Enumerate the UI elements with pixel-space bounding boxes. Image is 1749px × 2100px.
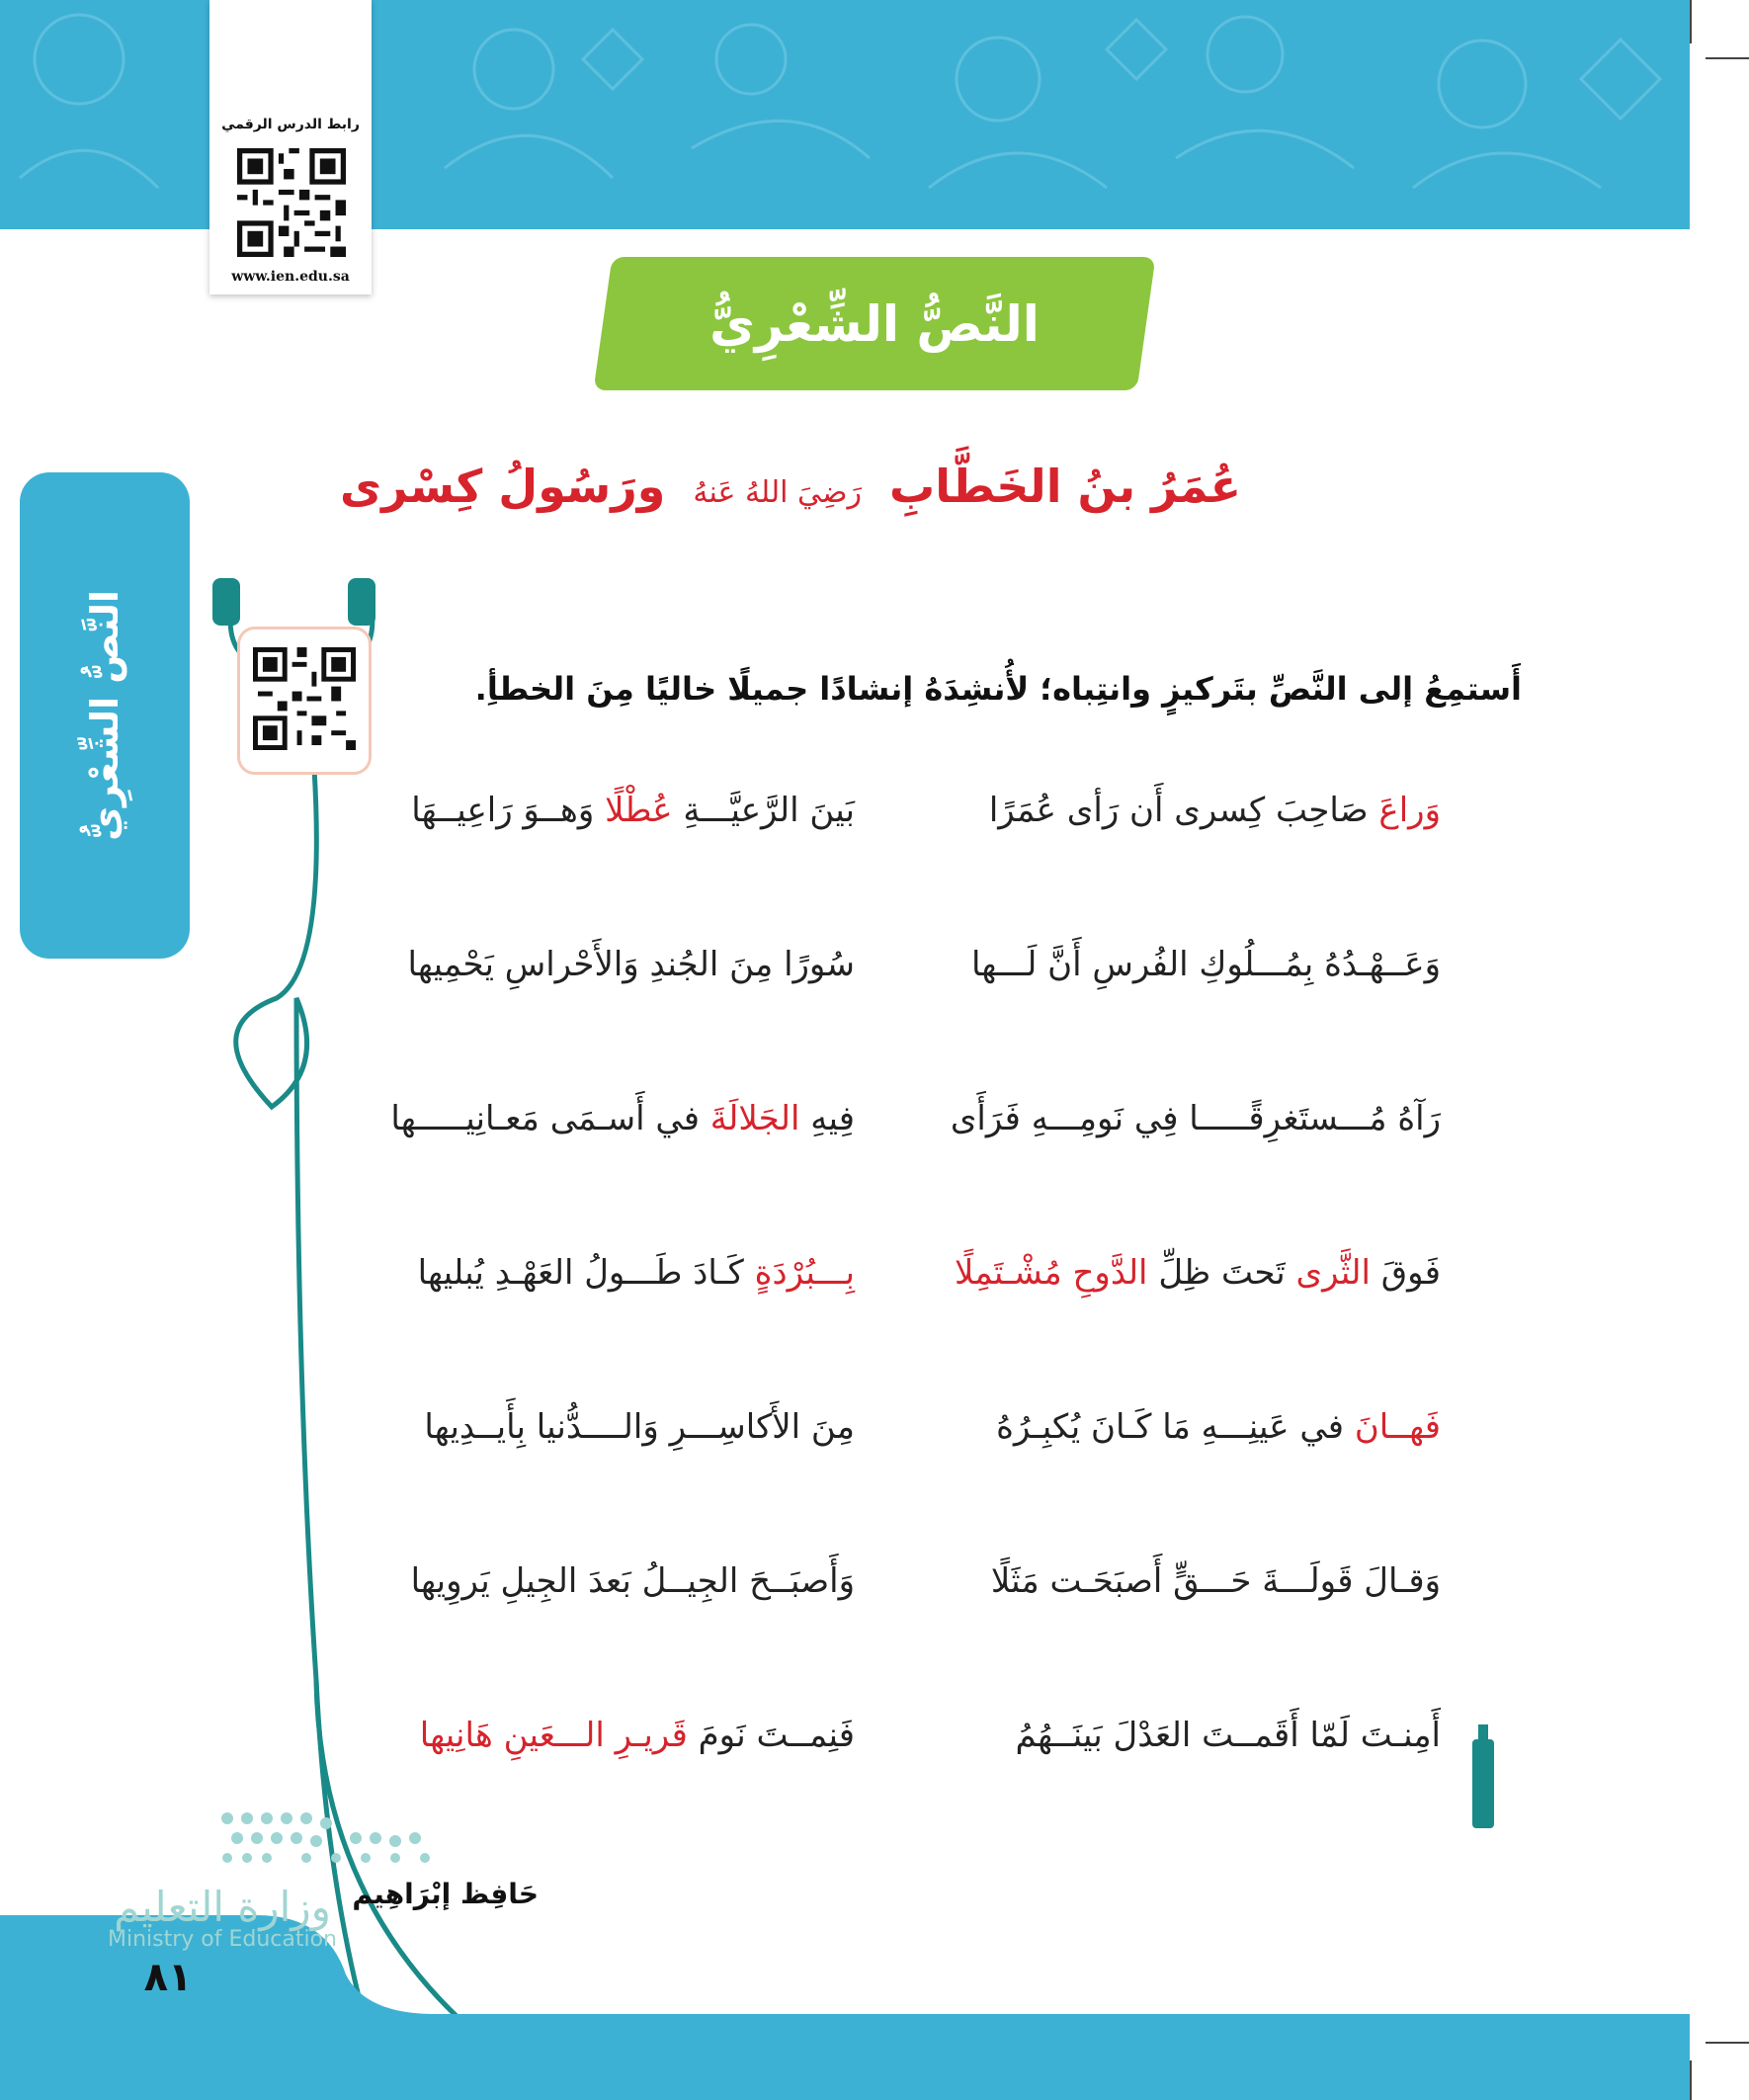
verse-3-second-hemistich	[361, 1099, 855, 1158]
verse-text: صَاحِبَ كِسرى أَن رَأى عُمَرًا	[988, 791, 1379, 830]
verse-7-second-hemistich	[361, 1716, 855, 1775]
poem-title-honorific: رَضِيَ اللهُ عَنهُ	[693, 475, 862, 510]
verse-6-first-hemistich	[966, 1561, 1441, 1621]
verse-text: سُورًا مِنَ الجُندِ وَالأَحْراسِ يَحْمِيها	[407, 945, 855, 984]
highlight-word: الثَّرى	[1295, 1253, 1371, 1293]
highlight-word: فَهــانَ	[1354, 1407, 1441, 1447]
ministry-name-en: Ministry of Education	[107, 1927, 338, 1952]
verse-6-second-hemistich	[361, 1561, 855, 1621]
verse-text: فِيهِ	[799, 1099, 855, 1138]
side-tab-label: النَّصُّ الشِّعْرِيُّ	[83, 590, 126, 841]
verse-text: في أَسـمَى مَعـانِيـــــها	[390, 1099, 710, 1138]
verse-text: وَأَصبَــحَ الجِيــلُ بَعدَ الجِيلِ يَروِيها	[410, 1561, 855, 1601]
verse-text: وَعَــهْـدُهُ بِمُـــلُوكِ الفُرسِ أَنَّ لَـــها	[971, 945, 1441, 984]
verse-1-first-hemistich	[966, 791, 1441, 850]
verse-2-first-hemistich	[966, 945, 1441, 1004]
verse-text: رَآهُ مُـــستَغرِقًـــــا فِي نَومِـــهِ فَرَأَى	[950, 1099, 1441, 1138]
verse-text: بَينَ الرَّعيَّـــةِ	[672, 791, 855, 830]
highlight-word: عُطْلًا	[605, 791, 673, 830]
digital-lesson-label: رابط الدرس الرقمي	[221, 117, 360, 132]
listening-instruction: أَستمِعُ إلى النَّصِّ بتَركيزٍ وانتِباه؛ لأُنشِدَهُ إنشادًا جميلًا خاليًا مِنَ الخطأِ.	[474, 670, 1522, 708]
verse-text: وَقـالَ قَولَـــةَ حَـــقٍّ أَصبَحَـت مَثَلًا	[990, 1561, 1441, 1601]
page-number: ٨١	[143, 1955, 193, 2000]
verse-text: تَحتَ ظِلِّ	[1147, 1253, 1296, 1293]
ministry-logo-icon	[208, 1804, 455, 1883]
verse-7-first-hemistich	[966, 1716, 1441, 1775]
audio-qr-frame[interactable]	[237, 627, 372, 775]
verse-text: فَوقَ	[1370, 1253, 1441, 1293]
verse-5-first-hemistich	[966, 1407, 1441, 1467]
audio-qr-icon[interactable]	[253, 647, 356, 750]
verse-text: وَهــوَ رَاعِيــهَا	[411, 791, 606, 830]
highlight-word: قَريـرِ الـــعَينِ هَانِيها	[419, 1716, 688, 1755]
poem-title-main: عُمَرُ بنُ الخَطَّابِ	[888, 460, 1242, 513]
highlight-word: الجَلالَةَ	[709, 1099, 800, 1138]
verse-text: مِنَ الأَكاسِـــرِ وَالــــدُّنيا بِأَيــدِيها	[424, 1407, 855, 1447]
ministry-logo	[99, 1883, 346, 1952]
ministry-name-ar: وزارة التعليم	[114, 1883, 331, 1931]
verse-text: فَنِمــتَ نَومَ	[687, 1716, 855, 1755]
verse-text: كَـادَ طَـــولُ العَهْـدِ يُبليها	[417, 1253, 755, 1293]
qr-url[interactable]: www.ien.edu.sa	[231, 269, 350, 285]
highlight-word: بِـــبُرْدَةٍ	[754, 1253, 855, 1293]
verse-text: أَمِنـتَ لَمّا أَقَمــتَ العَدْلَ بَينَــهُمُ	[1015, 1716, 1441, 1755]
highlight-word: الدَّوحِ مُشْـتَمِلًا	[954, 1253, 1148, 1293]
highlight-word: وَراعَ	[1378, 791, 1441, 830]
verse-4-first-hemistich	[954, 1253, 1441, 1312]
verse-2-second-hemistich	[361, 945, 855, 1004]
section-title: النَّصُّ الشِّعْرِيُّ	[709, 294, 1040, 353]
verse-text: في عَينِـــهِ مَا كَـانَ يُكبِـرُهُ	[996, 1407, 1355, 1447]
poet-name: حَافِظ إبْرَاهِيم	[352, 1878, 539, 1910]
verse-1-second-hemistich	[361, 791, 855, 850]
poem-title-rest: ورَسُولُ كِسْرى	[339, 460, 666, 513]
verse-3-first-hemistich	[950, 1099, 1441, 1158]
verse-5-second-hemistich	[361, 1407, 855, 1467]
verse-4-second-hemistich	[361, 1253, 855, 1312]
